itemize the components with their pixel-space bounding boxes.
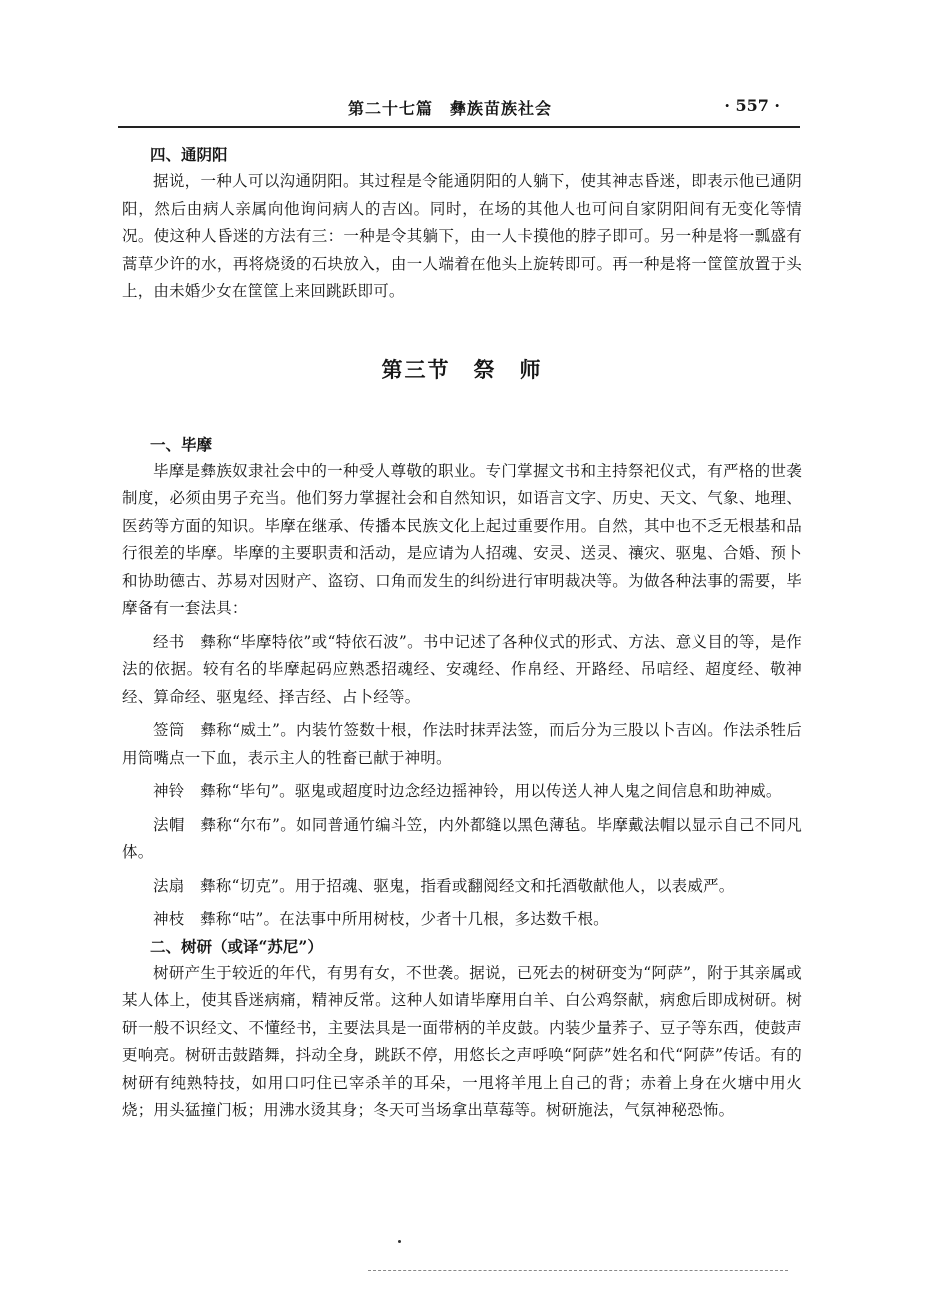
paragraph-suni: 树研产生于较近的年代，有男有女，不世袭。据说，已死去的树研变为“阿萨”，附于其亲属或某人体上，使其昏迷病痛，精神反常。这种人如请毕摩用白羊、白公鸡祭献，病愈后即成树研。树研一般不识经文、不懂经书，主要法具是一面带柄的羊皮鼓。内装少量荞子、豆子等东西，使鼓声更响亮。树研击鼓踏舞，抖动全身，跳跃不停，用悠长之声呼唤“阿萨”姓名和代“阿萨”传话。有的树研有纯熟特技，如用口叼住已宰杀羊的耳朵，一甩将羊甩上自己的背；赤着上身在火塘中用火烧；用头猛撞门板；用沸水烫其身；冬天可当场拿出草莓等。树研施法，气氛神秘恐怖。 xyxy=(122,963,802,1119)
paragraph-bimo: 毕摩是彝族奴隶社会中的一种受人尊敬的职业。专门掌握文书和主持祭祀仪式，有严格的世袭制度，必须由男子充当。他们努力掌握社会和自然知识，如语言文字、历史、天文、气象、地理、医药等方面的知识。毕摩在继承、传播本民族文化上起过重要作用。自然，其中也不乏无根基和品行很差的毕摩。毕摩的主要职责和活动，是应请为人招魂、安灵、送灵、禳灾、驱鬼、合婚、预卜和协助德古、苏易对因财产、盗窃、口角而发生的纠纷进行审明裁决等。为做各种法事的需要，毕摩备有一套法具： xyxy=(122,461,802,617)
running-header xyxy=(118,92,800,128)
paragraph-tong-yinyang: 据说，一种人可以沟通阴阳。其过程是令能通阴阳的人躺下，使其神志昏迷，即表示他已通阴阳，然后由病人亲属向他询问病人的吉凶。同时，在场的其他人也可问自家阴阳间有无变化等情况。使这种人昏迷的方法有三：一种是令其躺下，由一人卡摸他的脖子即可。另一种是将一瓢盛有蒿草少许的水，再将烧烫的石块放入，由一人端着在他头上旋转即可。再一种是将一筐筐放置于头上，由未婚少女在筐筐上来回跳跃即可。 xyxy=(122,172,802,300)
tool-fashan: 法扇 彝称“切克”。用于招魂、驱鬼，指看或翻阅经文和托酒敬献他人，以表威严。 xyxy=(153,876,735,895)
section-title: 第三节 祭 师 xyxy=(381,356,543,382)
page-body xyxy=(122,142,802,1125)
tool-famao: 法帽 彝称“尔布”。如同普通竹编斗笠，内外都缝以黑色薄毡。毕摩戴法帽以显示自己不同凡体。 xyxy=(122,815,802,861)
heading-bimo: 一、毕摩 xyxy=(150,434,213,454)
heading-tong-yinyang: 四、通阴阳 xyxy=(150,145,228,164)
chapter-title: 第二十七篇 彝族苗族社会 xyxy=(348,99,553,118)
tool-shenling: 神铃 彝称“毕句”。驱鬼或超度时边念经边摇神铃，用以传送人神人鬼之间信息和助神威。 xyxy=(153,782,782,800)
tool-shenzhi: 神枝 彝称“咕”。在法事中所用树枝，少者十几根，多达数千根。 xyxy=(153,910,609,928)
bottom-scan-line xyxy=(368,1270,788,1272)
page-number: · 557 · xyxy=(724,96,780,115)
tool-jingshu: 经书 彝称“毕摩特依”或“特依石波”。书中记述了各种仪式的形式、方法、意义目的等，是作法的依据。较有名的毕摩起码应熟悉招魂经、安魂经、作帛经、开路经、吊唁经、超度经、敬神经、算命经、驱鬼经、择吉经、占卜经等。 xyxy=(122,632,802,706)
scan-speck xyxy=(398,1240,401,1243)
heading-suni: 二、树研（或译“苏尼”） xyxy=(150,936,323,956)
tool-qiantong: 签筒 彝称“威土”。内装竹签数十根，作法时抹弄法签，而后分为三股以卜吉凶。作法杀牲后用筒嘴点一下血，表示主人的牲畜已献于神明。 xyxy=(122,721,802,767)
